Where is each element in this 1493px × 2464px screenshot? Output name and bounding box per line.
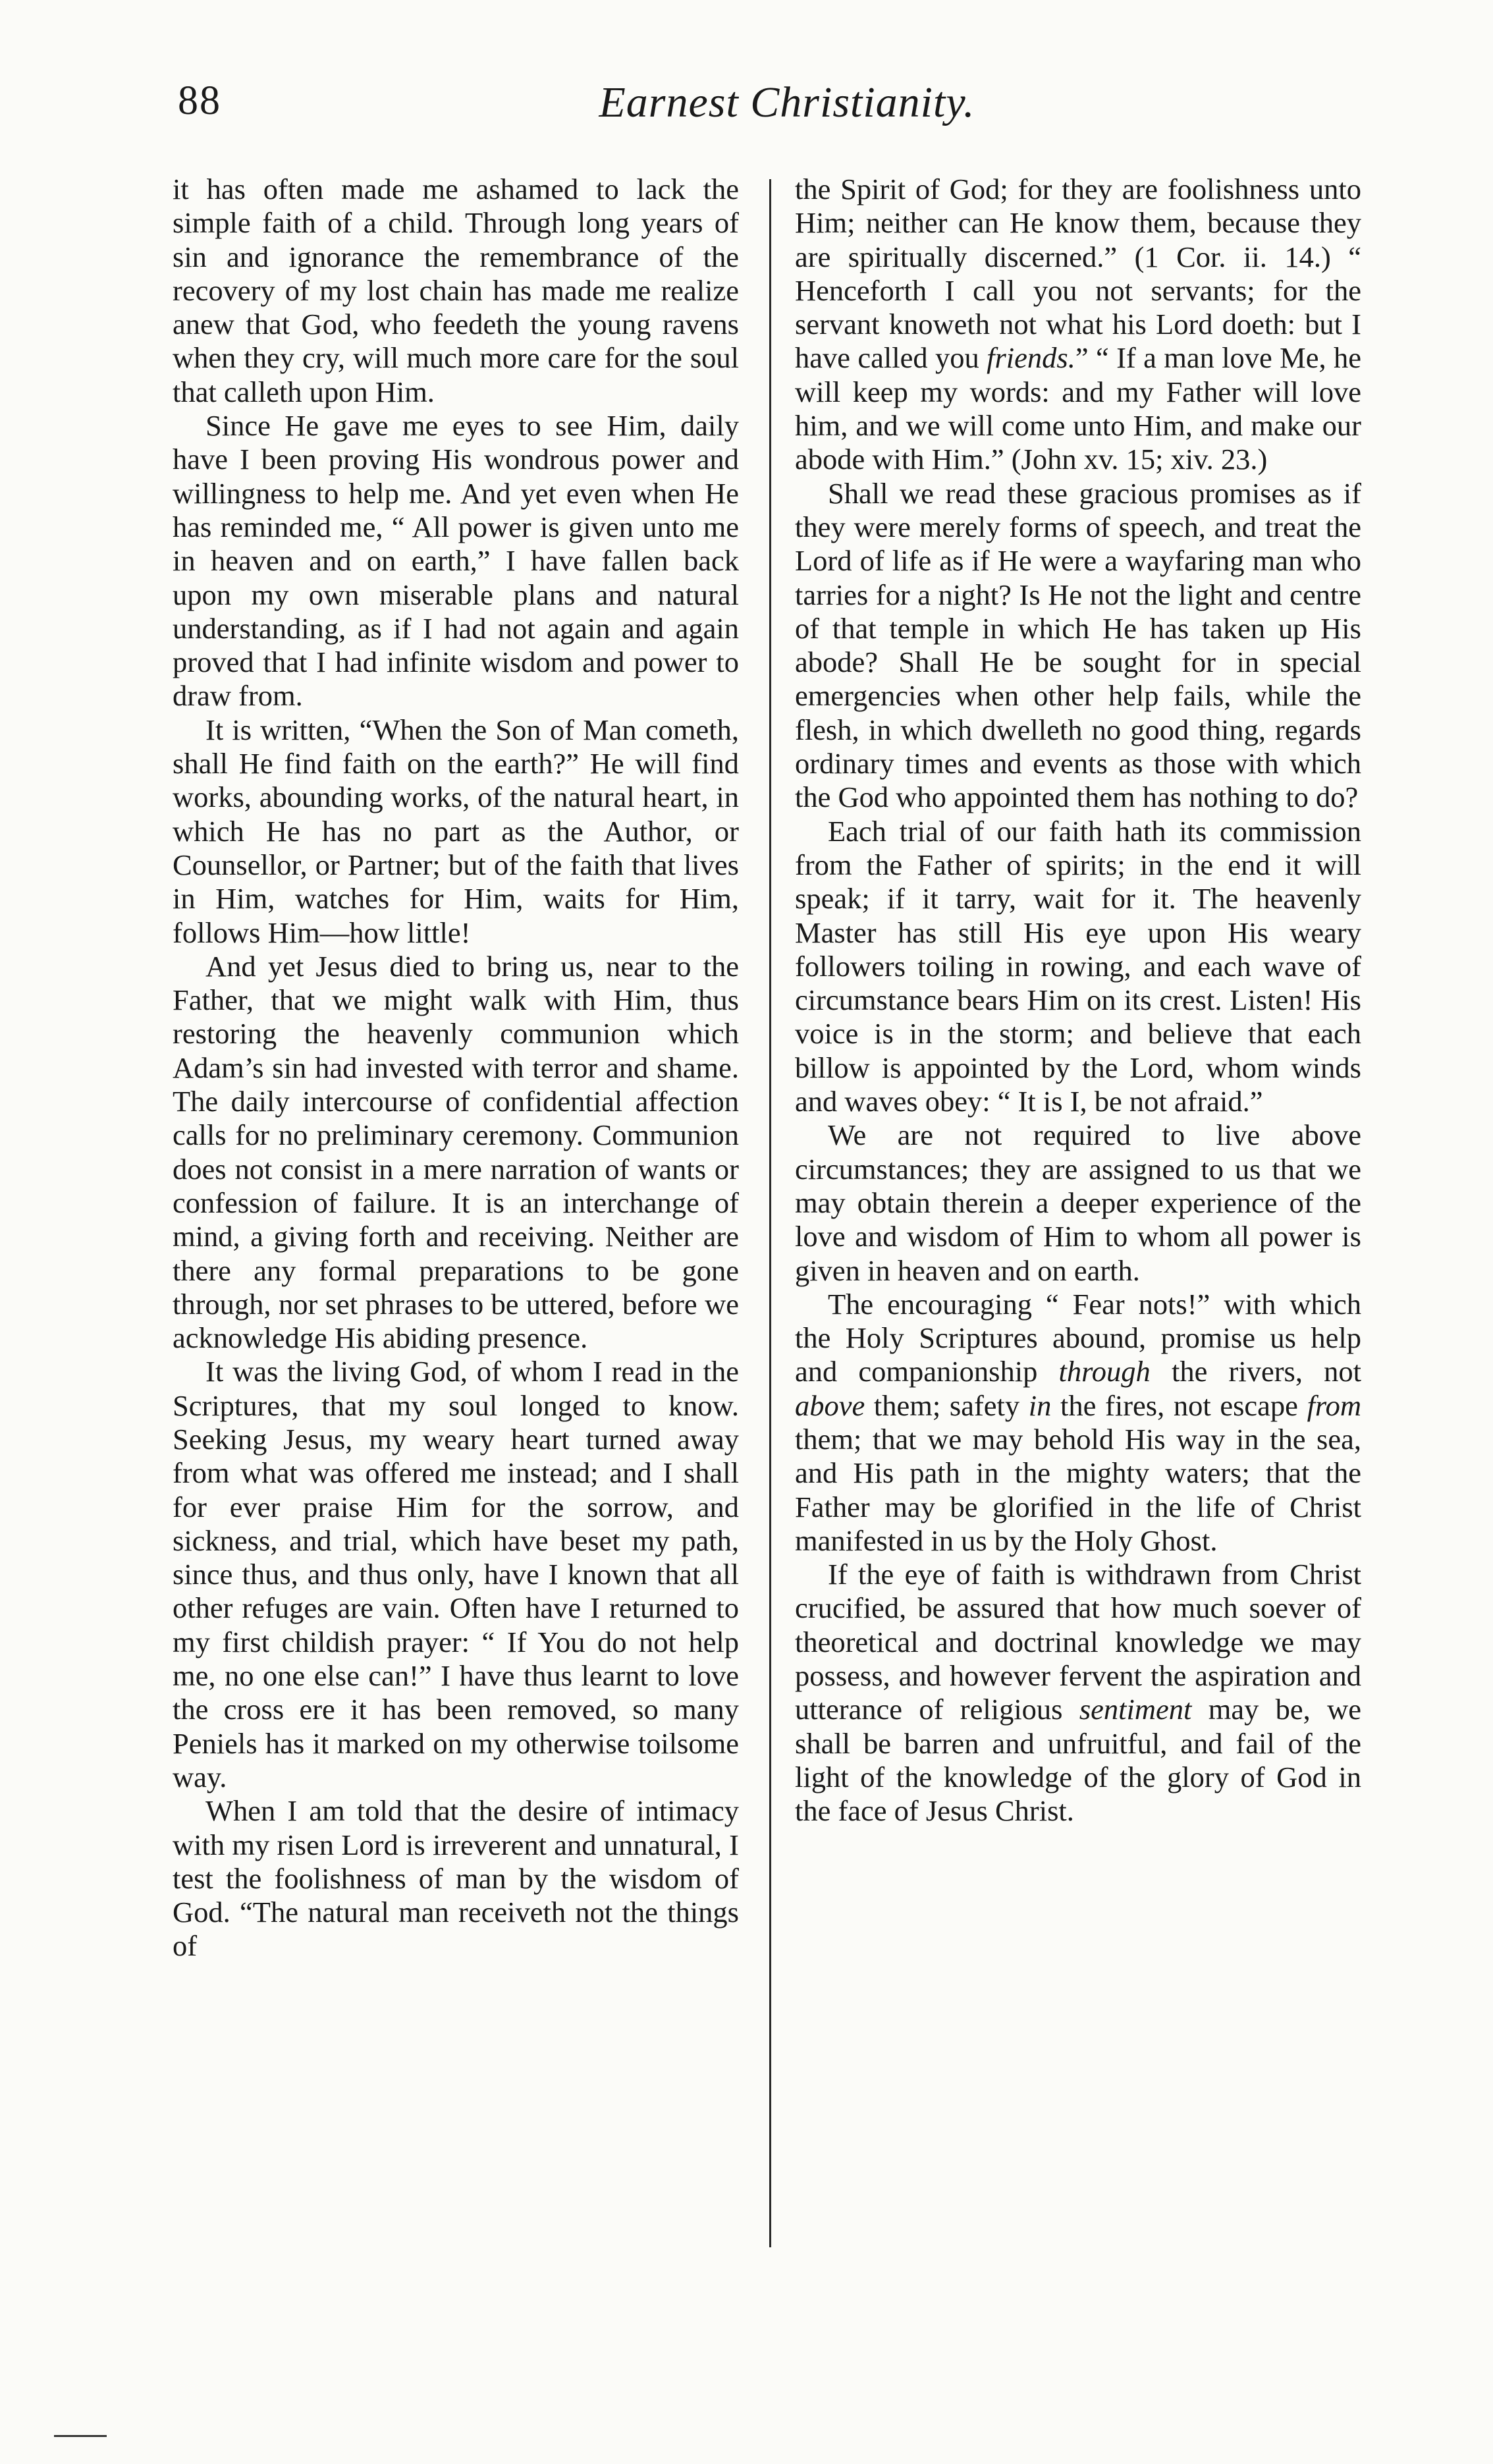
text-run: ” “ If a man love Me, he will keep my words: and my Father will love him, and we will come unto Him, and make our abode with Him.” (John xv. 15; xiv. 23.) <box>795 341 1361 476</box>
italic-text: above <box>795 1388 865 1422</box>
italic-text: sentiment <box>1079 1693 1192 1726</box>
left-column <box>173 173 739 1963</box>
paragraph: And yet Jesus died to bring us, near to the Father, that we might walk with Him, thus restoring the heavenly communion which Adam’s sin had invested with terror and shame. The daily intercourse of confidential affection calls for no preliminary ceremony. Communion does not consist in a mere narration of wants or confession of failure. It is an interchange of mind, a giving forth and receiving. Neither are there any formal preparations to be gone through, nor set phrases to be uttered, before we acknowledge His abiding presence. <box>173 949 739 1355</box>
page-number: 88 <box>178 78 221 123</box>
text-run: If the eye of faith is withdrawn from Christ crucified, be assured that how much soever of theoretical and doctrinal knowledge we may possess, and however fervent the aspiration and utterance of religious <box>795 1558 1361 1726</box>
paragraph: We are not required to live above circumstances; they are assigned to us that we may obtain therein a deeper experience of the love and wisdom of Him to whom all power is given in heaven and on earth. <box>795 1118 1361 1287</box>
running-title: Earnest Christianity. <box>599 78 975 126</box>
text-run: The encouraging “ Fear nots!” with which the Holy Scriptures abound, promise us help and companionship <box>795 1287 1361 1388</box>
italic-text: friends. <box>987 341 1075 375</box>
paragraph: Each trial of our faith hath its commission from the Father of spirits; in the end it will speak; if it tarry, wait for it. The heavenly Master has still His eye upon His weary followers toiling in rowing, and each wave of circumstance bears Him on its crest. Listen! His voice is in the storm; and believe that each billow is appointed by the Lord, whom winds and waves obey: “ It is I, be not afraid.” <box>795 814 1361 1118</box>
paragraph <box>795 173 1361 477</box>
text-run: the Spirit of God; for they are foolishness unto Him; neither can He know them, because they are spiritually discerned.” (1 Cor. ii. 14.) “ Henceforth I call you not servants; for the servant knoweth not what his Lord doeth: but I have called you <box>795 173 1361 375</box>
paragraph: When I am told that the desire of intimacy with my risen Lord is irreverent and unnatural, I test the foolishness of man by the wisdom of God. “The natural man receiveth not the things of <box>173 1794 739 1963</box>
italic-text: in <box>1028 1388 1052 1422</box>
footer-rule <box>54 2435 107 2437</box>
italic-text: from <box>1307 1388 1361 1422</box>
page-header <box>178 78 1344 137</box>
text-run: may be, we shall be barren and unfruitful, and fail of the light of the knowledge of the glory of God in the face of Jesus Christ. <box>795 1693 1361 1828</box>
paragraph: It was the living God, of whom I read in the Scriptures, that my soul longed to know. Seeking Jesus, my weary heart turned away from what was offered me instead; and I shall for ever praise Him for the sorrow, and sickness, and trial, which have beset my path, since thus, and thus only, have I known that all other refuges are vain. Often have I returned to my first childish prayer: “ If You do not help me, no one else can!” I have thus learnt to love the cross ere it has been removed, so many Peniels has it marked on my otherwise toilsome way. <box>173 1355 739 1793</box>
paragraph: Since He gave me eyes to see Him, daily have I been proving His wondrous power and willingness to help me. And yet even when He has reminded me, “ All power is given unto me in heaven and on earth,” I have fallen back upon my own miserable plans and natural understanding, as if I had not again and again proved that I had infinite wisdom and power to draw from. <box>173 409 739 713</box>
text-run: them; that we may behold His way in the sea, and His path in the mighty waters; that the Father may be glorified in the life of Christ manifested in us by the Holy Ghost. <box>795 1422 1361 1557</box>
paragraph: Shall we read these gracious promises as if they were merely forms of speech, and treat the Lord of life as if He were a wayfaring man who tarries for a night? Is He not the light and centre of that temple in which He has taken up His abode? Shall He be sought for in special emergencies when other help fails, while the flesh, in which dwelleth no good thing, regards ordinary times and events as those with which the God who appointed them has nothing to do? <box>795 476 1361 814</box>
right-column <box>795 173 1361 1828</box>
paragraph: it has often made me ashamed to lack the simple faith of a child. Through long years of sin and ignorance the remembrance of the recovery of my lost chain has made me realize anew that God, who feedeth the young ravens when they cry, will much more care for the soul that calleth upon Him. <box>173 173 739 408</box>
text-run: them; safety <box>865 1388 1029 1422</box>
paragraph: It is written, “When the Son of Man cometh, shall He find faith on the earth?” He will find works, abounding works, of the natural heart, in which He has no part as the Author, or Counsellor, or Partner; but of the faith that lives in Him, watches for Him, waits for Him, follows Him—how little! <box>173 713 739 949</box>
paragraph <box>795 1288 1361 1558</box>
column-divider <box>769 179 771 2247</box>
italic-text: through <box>1058 1355 1151 1388</box>
text-run: the rivers, not <box>1150 1355 1361 1388</box>
text-run: the fires, not escape <box>1051 1388 1307 1422</box>
paragraph <box>795 1558 1361 1828</box>
